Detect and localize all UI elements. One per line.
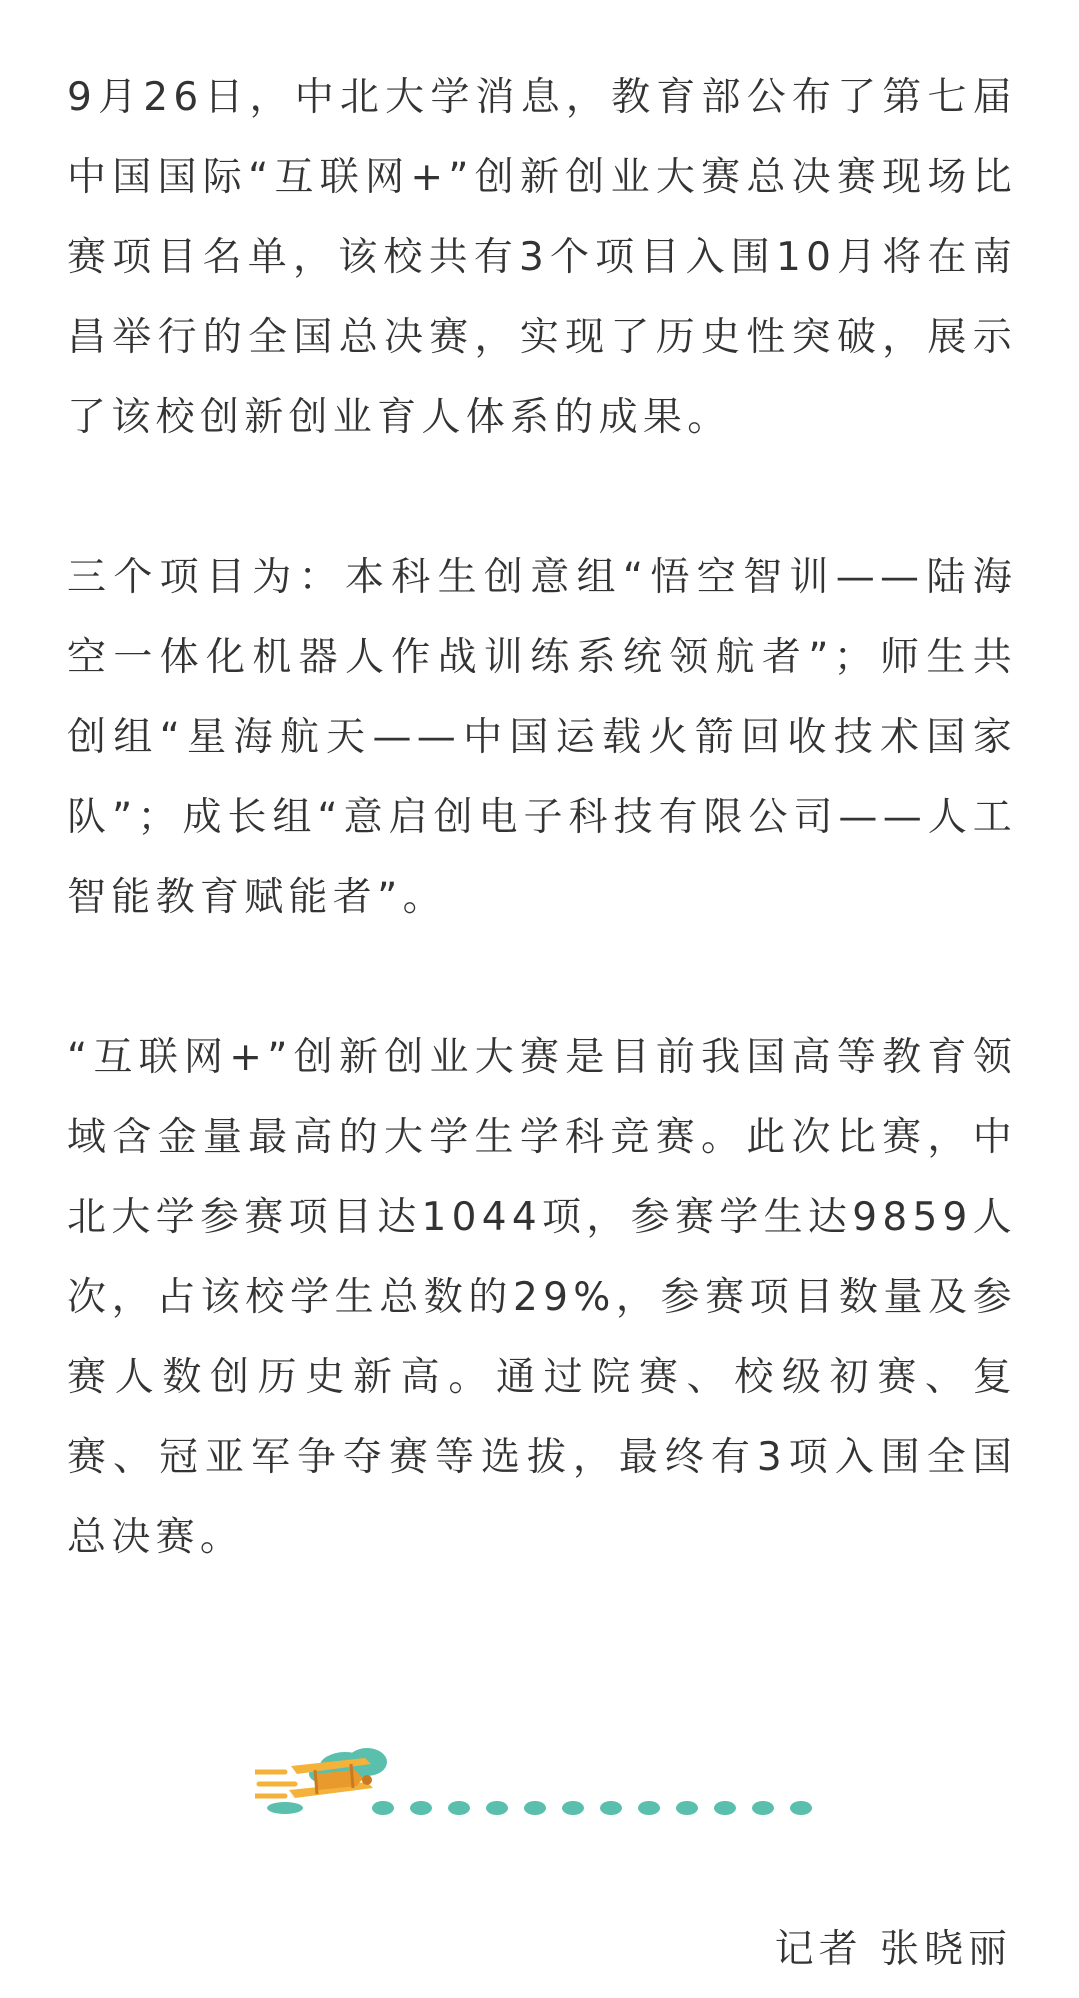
paragraph-projects: 三个项目为：本科生创意组“悟空智训——陆海空一体化机器人作战训练系统领航者”；师生共创组“星海航天——中国运载火箭回收技术国家队”；成长组“意启创电子科技有限公司——人工智能教育赋能者”。 [67,555,1017,920]
reporter-byline: 记者 张晓丽 [774,1927,1012,1972]
paragraph-intro: 9月26日，中北大学消息，教育部公布了第七届中国国际“互联网+”创新创业大赛总决赛现场比赛项目名单，该校共有3个项目入围10月将在南昌举行的全国总决赛，实现了历史性突破，展示了该校创新创业育人体系的成果。 [67,75,1017,440]
biplane-divider [255,1738,835,1828]
paragraph-competition: “互联网+”创新创业大赛是目前我国高等教育领域含金量最高的大学生学科竞赛。此次比赛，中北大学参赛项目达1044项，参赛学生达9859人次，占该校学生总数的29%，参赛项目数量及参赛人数创历史新高。通过院赛、校级初赛、复赛、冠亚军争夺赛等选拔，最终有3项入围全国总决赛。 [67,1035,1017,1560]
article-body [67,58,1017,1578]
cloud-trail [372,1801,812,1815]
